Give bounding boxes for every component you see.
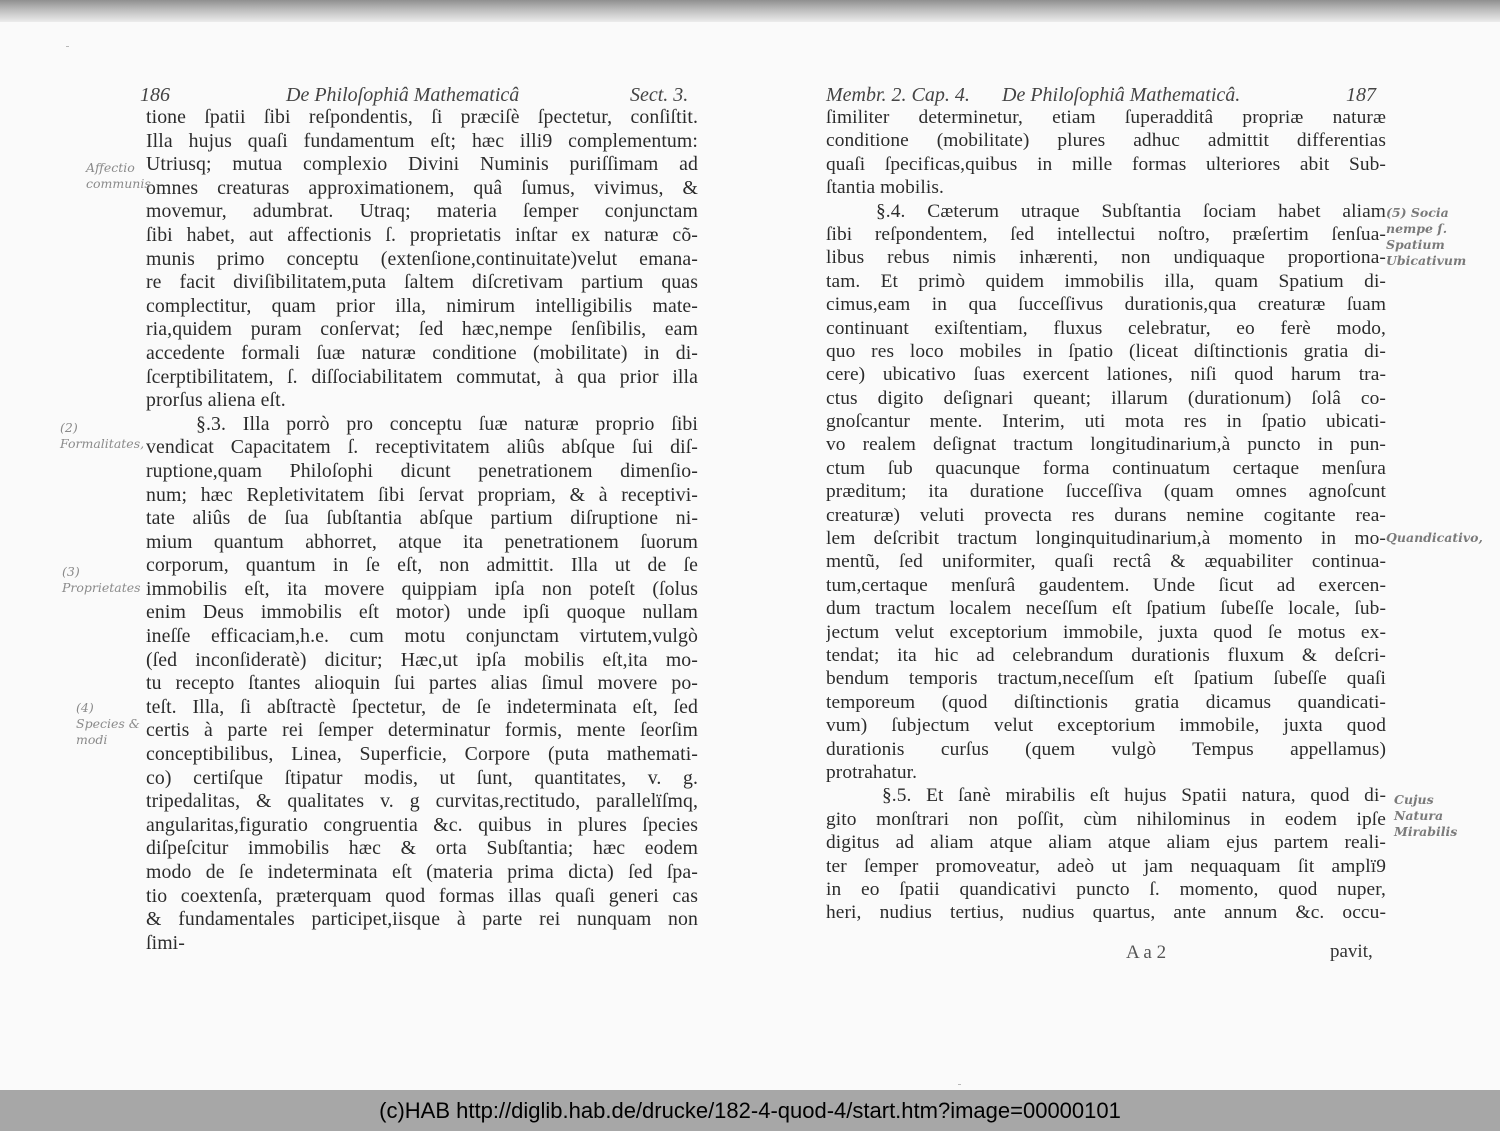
text-line: jectum velut exceptorium immobile, juxta quod ſe motus ex- [826,621,1386,643]
text-line: bendum temporis tractum,neceſſum eſt ſpatium ſubeſſe quaſi [826,668,1386,690]
text-line: quaſi ſpecificas,quibus in mille formas ulteriores abit Sub- [826,153,1386,175]
text-line: protrahatur. [826,761,918,783]
text-line: ctus digito deſignari queant; illarum (durationum) ſolâ co- [826,387,1386,409]
margin-note-formalitates: (2) Formalitates, [60,420,145,451]
text-line: ter ſemper promoveatur, adeò ut jam nequaquam ſit amplï9 [826,855,1386,877]
text-line: creaturæ) veluti provecta res durans nemine cogitante rea- [826,504,1386,526]
text-line: tendat; ita hic ad celebrandum durationis fluxum & deſcri- [826,644,1386,666]
text-line: §.4. Cæterum utraque Subſtantia ſociam habet aliam [876,200,1386,222]
text-line: certis à parte rei ſemper determinatur formis, mente ſeorſim [146,719,698,742]
scan-speck [958,1084,961,1085]
text-line: durationis curſus (quem vulgò Tempus appellamus) [826,738,1386,760]
text-line: conditione (mobilitate) plures adhuc admittit differentias [826,130,1386,152]
text-line: re facit diviſibilitatem,puta ſaltem diſcretivam partium quas [146,271,698,294]
text-line: tate aliûs de ſua ſubſtantia abſque partium diſruptione ni- [146,507,698,530]
text-line: angularitas,figuratio congruentia &c. quibus in plures ſpecies [146,813,698,836]
page-number: 186 [140,84,170,106]
text-line: digitus ad aliam atque aliam atque aliam ejus partem reali- [826,832,1386,854]
text-line: complectitur, quam prior illa, nimirum intelligibilis mate- [146,294,698,317]
text-line: teſt. Illa, ſi abſtractè ſpectetur, de ſe indeterminata eſt, ſed [146,695,698,718]
membrum-label: Membr. 2. Cap. 4. [826,84,970,106]
text-line: ſibi reſpondentem, ſed intellectui noſtro, præſertim ſenſua- [826,223,1386,245]
text-line: co) certiſque ſtipatur modis, ut ſunt, quantitates, v. g. [146,766,698,789]
right-running-head [826,84,1386,106]
catchword: pavit, [1330,941,1373,962]
signature-mark: A a 2 [1126,942,1167,963]
text-line: num; hæc Repletivitatem ſibi ſervat propriam, & à receptivi- [146,483,698,506]
text-line: (ſed inconſideratè) dicitur; Hæc,ut ipſa mobilis eſt,ita mo- [146,648,698,671]
text-line: conceptibilibus, Linea, Superficie, Corpore (puta mathemati- [146,743,698,766]
text-line: ſimi- [146,931,185,954]
left-text-block [146,106,698,955]
text-line: munis primo conceptu (extenſione,continuitate)velut emana- [146,247,698,270]
text-line: corporum, quantum in ſe eſt, non admittit. Illa ut de ſe [146,554,698,577]
left-running-head [140,84,698,106]
text-line: §.5. Et ſanè mirabilis eſt hujus Spatii natura, quod di- [882,785,1386,807]
text-line: ria,quidem puram conſervat; ſed hæc,nempe ſenſibilis, eam [146,318,698,341]
margin-note-socia: (5) Socia nempe ſ. Spatium Ubicativum [1386,205,1467,268]
text-line: tripedalitas, & qualitates v. g curvitas,rectitudo, parallelïſmq, [146,790,698,813]
text-line: Utriusq; mutua complexio Divini Numinis puriſſimam ad [146,153,698,176]
text-line: ſtantia mobilis. [826,177,944,199]
text-line: tam. Et primò quidem immobilis illa, quam Spatium di- [826,270,1386,292]
text-line: temporeum (quod diſtinctionis gratia dicamus quandicati- [826,691,1386,713]
section-label: Sect. 3. [630,84,689,106]
text-line: dum tractum localem neceſſum eſt ſpatium ſubeſſe locale, ſub- [826,598,1386,620]
text-line: in eo ſpatii quandicativi puncto ſ. momento, quod nuper, [826,878,1386,900]
text-line: omnes creaturas approximationem, quâ ſumus, vivimus, & [146,176,698,199]
text-line: prorſus aliena eſt. [146,389,286,412]
source-attribution: (c)HAB http://diglib.hab.de/drucke/182-4-quod-4/start.htm?image=00000101 [379,1097,1121,1123]
text-line: ineſſe efficaciam,h.e. cum motu conjunctam virtutem,vulgò [146,625,698,648]
text-line: vo realem deſignat tractum longitudinarium,à puncto in pun- [826,434,1386,456]
text-line: accedente formali ſuæ naturæ conditione (mobilitate) in di- [146,341,698,364]
text-line: lem deſcribit tractum longinquitudinarium,à momento in mo- [826,528,1386,550]
text-line: continuant exiſtentiam, fluxus celebratur, eo ferè modo, [826,317,1386,339]
text-line: diſpeſcitur immobilis hæc & orta Subſtantia; hæc eodem [146,837,698,860]
text-line: ſcerptibilitatem, ſ. diſſociabilitatem commutat, à qua prior illa [146,365,698,388]
margin-note-quandicativo: Quandicativo, [1386,530,1483,545]
text-line: præditum; ita duratione ſucceſſiva (quam omnes agnoſcunt [826,481,1386,503]
margin-note-species: (4) Species & modi [76,700,140,747]
text-line: ctum ſub quacunque forma continuatum certaque menſura [826,457,1386,479]
text-line: modo de ſe indeterminata eſt (materia prima dicta) ſed ſpa- [146,861,698,883]
scan-speck [66,46,69,47]
source-footer [0,1090,1500,1131]
margin-note-proprietates: (3) Proprietates [62,564,141,595]
margin-note-affectio: Affectio communis [86,160,151,191]
text-line: Illa hujus quaſi fundamentum eſt; hæc illi9 complementum: [146,129,698,152]
page-number: 187 [1346,84,1376,106]
text-line: tu recepto ſtantes alioquin ſui partes alias ſimul movere po- [146,672,698,695]
left-page [140,84,698,955]
text-line: immobilis eſt, ita movere quippiam ipſa non poteſt (ſolus [146,577,698,600]
right-page [826,84,1386,925]
text-line: cere) ubicativo ſuas exercent lationes, niſi quod harum tra- [826,364,1386,386]
text-line: vendicat Capacitatem ſ. receptivitatem aliûs abſque ſui diſ- [146,436,698,459]
text-line: enim Deus immobilis eſt motor) unde ipſi quoque nullam [146,601,698,624]
running-title: De Philoſophiâ Mathematicâ. [1002,84,1241,106]
text-line: gito monſtrari non poſſit, cùm nihilominus in eodem ipſe [826,808,1386,830]
text-line: mentũ, ſed uniformiter, quaſi rectâ & æquabiliter continua- [826,551,1386,573]
right-text-block [826,106,1386,925]
text-line: & fundamentales participet,iisque à parte rei nunquam non [146,908,698,931]
text-line: §.3. Illa porrò pro conceptu ſuæ naturæ proprio ſibi [196,412,698,435]
text-line: ruptione,quam Philoſophi dicunt penetrationem dimenſio- [146,459,698,482]
running-title: De Philoſophiâ Mathematicâ [286,84,520,106]
text-line: vum) ſubjectum velut exceptorium immobile, juxta quod [826,715,1386,737]
text-line: heri, nudius tertius, nudius quartus, ante annum &c. occu- [826,902,1386,924]
margin-note-natura-mirabilis: Cujus Natura Mirabilis [1394,792,1458,839]
text-line: ſibi habet, aut affectionis ſ. proprietatis inſtar ex naturæ cõ- [146,223,698,246]
text-line: libus rebus nimis inhærenti, non undiquaque proportiona- [826,247,1386,269]
text-line: cimus,eam in qua ſucceſſivus durationis,qua creaturæ ſuam [826,294,1386,316]
text-line: ſimiliter determinetur, etiam ſuperadditâ propriæ naturæ [826,107,1386,128]
text-line: mium quantum abhorret, atque ita penetrationem ſuorum [146,530,698,553]
scan-top-edge [0,0,1500,22]
text-line: tione ſpatii ſibi reſpondentis, ſi præciſè ſpectetur, conſiſtit. [146,106,698,128]
text-line: gnoſcantur mente. Interim, uti mota res in ſpatio ubicati- [826,411,1386,433]
text-line: tio coextenſa, præterquam quod formas illas quaſi generi cas [146,884,698,907]
text-line: movemur, adumbrat. Utraq; materia ſemper conjunctam [146,200,698,223]
text-line: tum,certaque menſurâ gaudentem. Unde ſicut ad exercen- [826,574,1386,596]
text-line: quo res loco mobiles in ſpatio (liceat diſtinctionis gratia di- [826,340,1386,362]
